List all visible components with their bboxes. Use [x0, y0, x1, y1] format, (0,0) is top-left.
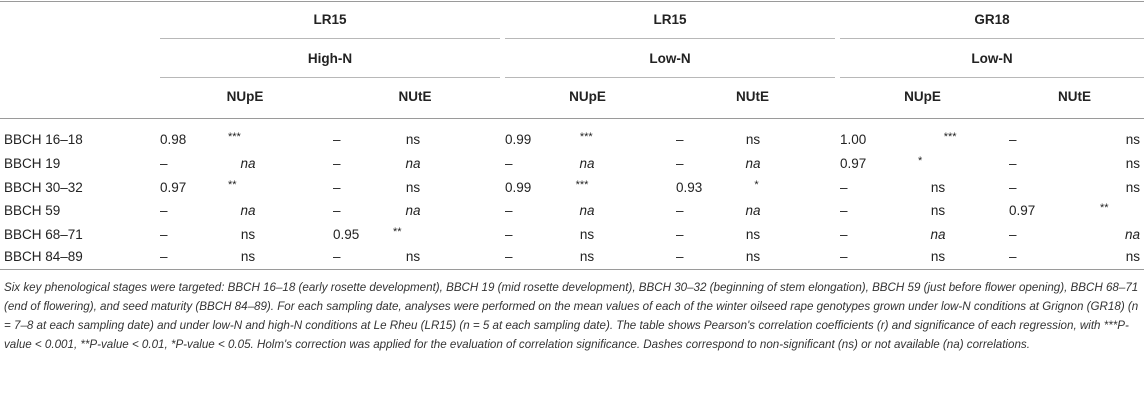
significance-mark: na	[745, 203, 761, 218]
correlation-value: –	[676, 227, 684, 242]
significance-mark: ns	[579, 227, 595, 242]
correlation-value: 0.99	[505, 132, 532, 147]
significance-mark: ns	[930, 203, 946, 218]
significance-mark: na	[579, 203, 595, 218]
header-bottom-rule	[0, 118, 1144, 119]
metric-header-2: NUtE	[398, 89, 432, 104]
metric-header-3: NUpE	[569, 89, 606, 104]
condition-rule-1	[160, 77, 500, 78]
correlation-value: –	[333, 156, 341, 171]
correlation-value: –	[1009, 180, 1017, 195]
significance-mark: ns	[1125, 180, 1140, 195]
table-top-rule	[0, 1, 1144, 2]
stage-label: BBCH 16–18	[4, 132, 83, 147]
table-row	[0, 177, 1144, 199]
correlation-value: –	[840, 203, 848, 218]
significance-mark: ns	[1125, 156, 1140, 171]
group-header-1: LR15	[313, 12, 347, 27]
correlation-value: 0.99	[505, 180, 532, 195]
correlation-value: –	[1009, 156, 1017, 171]
group-rule-2	[505, 38, 835, 39]
significance-mark: ns	[745, 249, 761, 264]
correlation-value: –	[1009, 132, 1017, 147]
correlation-value: –	[505, 227, 513, 242]
correlation-value: –	[505, 203, 513, 218]
significance-mark: na	[579, 156, 595, 171]
significance-mark: ns	[745, 227, 761, 242]
significance-mark: na	[240, 156, 256, 171]
metric-header-4: NUtE	[736, 89, 769, 104]
significance-mark: na	[1124, 227, 1140, 242]
significance-mark: ***	[575, 179, 589, 191]
correlation-value: –	[1009, 249, 1017, 264]
significance-mark: ns	[1125, 132, 1140, 147]
condition-rule-2	[505, 77, 835, 78]
condition-header-1: High-N	[307, 51, 353, 66]
correlation-value: –	[333, 249, 341, 264]
table-row	[0, 224, 1144, 246]
correlation-value: –	[840, 249, 848, 264]
group-rule-3	[840, 38, 1144, 39]
correlation-value: 1.00	[840, 132, 867, 147]
significance-mark: **	[393, 226, 402, 238]
group-header-2: LR15	[653, 12, 687, 27]
significance-mark: na	[405, 203, 421, 218]
metric-header-1: NUpE	[226, 89, 264, 104]
table-footnote: Six key phenological stages were targeted: BBCH 16–18 (early rosette development), BBCH 19 (mid rosette development), BBCH 30–32 (beginning of stem elongation), BBCH 59 (just before flower opening), BBCH 68–71 (end of flowering), and seed maturity (BBCH 84–89). For each sampling date, analyses were performed on the mean values of each of the winter oilseed rape genotypes grown under low-N conditions at Grignon (GR18) (n = 7–8 at each sampling date) and under low-N and high-N conditions at Le Rheu (LR15) (n = 5 at each sampling date). The table shows Pearson's correlation coefficients (r) and significance of each regression, with ***P-value < 0.001, **P-value < 0.01, *P-value < 0.05. Holm's correction was applied for the evaluation of correlation significance. Dashes correspond to non-significant (ns) or not available (na) correlations.	[4, 281, 1139, 351]
table-row	[0, 200, 1144, 222]
significance-mark: na	[405, 156, 421, 171]
significance-mark: ns	[745, 132, 761, 147]
correlation-value: –	[333, 203, 341, 218]
significance-mark: ns	[240, 227, 256, 242]
condition-header-3: Low-N	[971, 51, 1013, 66]
significance-mark: ns	[405, 132, 421, 147]
correlation-value: 0.98	[160, 132, 187, 147]
stage-label: BBCH 84–89	[4, 249, 83, 264]
condition-header-2: Low-N	[649, 51, 691, 66]
correlation-value: –	[676, 156, 684, 171]
significance-mark: ns	[405, 180, 421, 195]
significance-mark: *	[754, 179, 759, 191]
correlation-value: –	[505, 156, 513, 171]
significance-mark: **	[1100, 202, 1109, 214]
correlation-value: –	[676, 132, 684, 147]
correlation-value: 0.97	[160, 180, 187, 195]
correlation-value: –	[333, 180, 341, 195]
significance-mark: **	[228, 179, 237, 191]
correlation-value: –	[160, 203, 168, 218]
group-header-3: GR18	[974, 12, 1010, 27]
correlation-value: –	[160, 156, 168, 171]
significance-mark: ns	[405, 249, 421, 264]
correlation-value: –	[840, 180, 848, 195]
correlation-value: 0.95	[333, 227, 360, 242]
significance-mark: na	[240, 203, 256, 218]
correlation-value: –	[676, 249, 684, 264]
stage-label: BBCH 59	[4, 203, 61, 218]
metric-header-5: NUpE	[904, 89, 941, 104]
correlation-value: –	[160, 227, 168, 242]
correlation-value: –	[840, 227, 848, 242]
correlation-value: –	[505, 249, 513, 264]
stage-label: BBCH 19	[4, 156, 61, 171]
significance-mark: *	[918, 155, 923, 167]
table-row	[0, 129, 1144, 151]
significance-mark: ns	[579, 249, 595, 264]
correlation-value: –	[1009, 227, 1017, 242]
table-row	[0, 153, 1144, 175]
significance-mark: ns	[240, 249, 256, 264]
significance-mark: ns	[1125, 249, 1140, 264]
significance-mark: ***	[579, 131, 593, 143]
stage-label: BBCH 30–32	[4, 180, 83, 195]
significance-mark: ns	[930, 249, 946, 264]
metric-header-6: NUtE	[1058, 89, 1091, 104]
group-rule-1	[160, 38, 500, 39]
correlation-value: 0.97	[1009, 203, 1036, 218]
table-row	[0, 246, 1144, 268]
correlation-value: 0.93	[676, 180, 703, 195]
stage-label: BBCH 68–71	[4, 227, 83, 242]
table-bottom-rule	[0, 269, 1144, 270]
correlation-value: –	[333, 132, 341, 147]
significance-mark: ***	[228, 131, 241, 143]
significance-mark: ***	[943, 131, 957, 143]
condition-rule-3	[840, 77, 1144, 78]
significance-mark: na	[745, 156, 761, 171]
correlation-value: –	[160, 249, 168, 264]
correlation-value: –	[676, 203, 684, 218]
significance-mark: ns	[930, 180, 946, 195]
significance-mark: na	[930, 227, 946, 242]
correlation-value: 0.97	[840, 156, 867, 171]
